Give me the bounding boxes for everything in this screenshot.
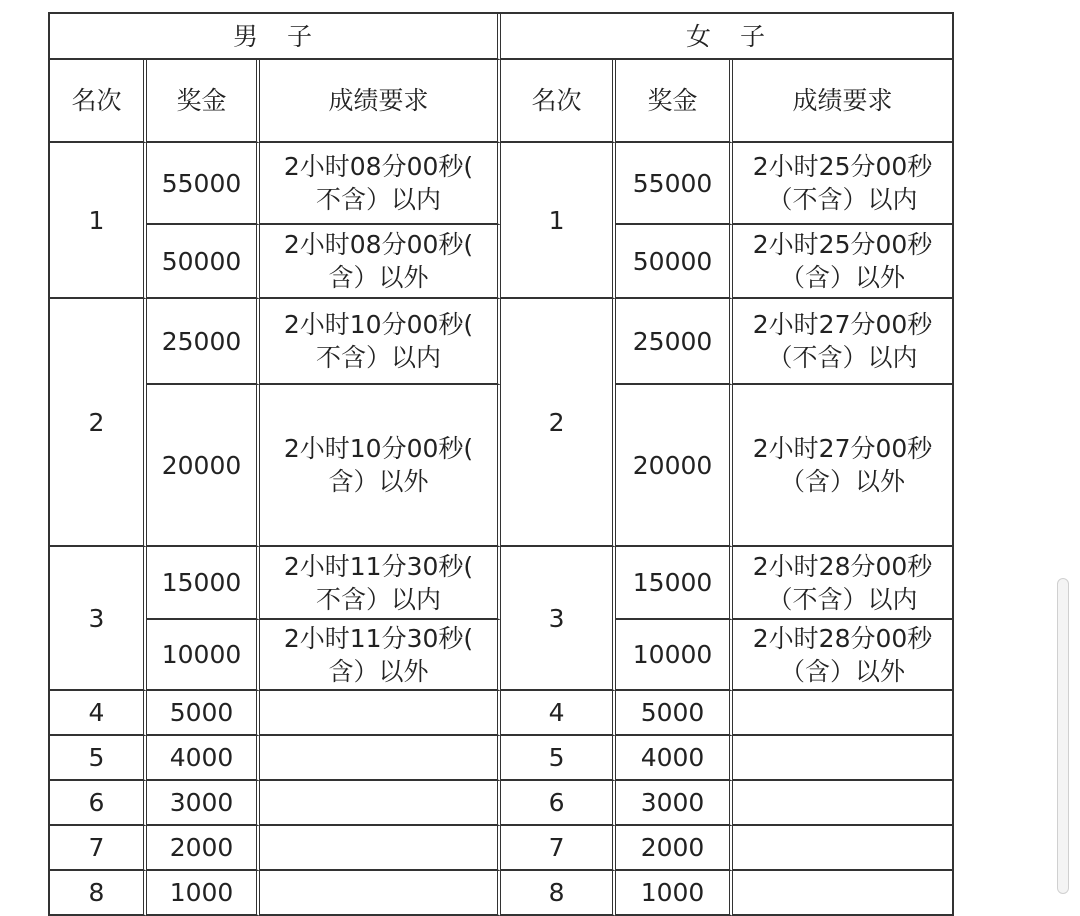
men-requirement-header: 成绩要求 xyxy=(260,60,501,143)
women-rank-cell: 1 xyxy=(501,143,616,299)
women-prize-cell: 1000 xyxy=(616,871,733,916)
women-requirement-cell: 2小时27分00秒 （不含）以内 xyxy=(733,299,954,385)
men-requirement-cell-empty xyxy=(260,736,501,781)
women-header: 女 子 xyxy=(501,14,954,60)
women-prize-cell: 10000 xyxy=(616,620,733,691)
women-requirement-cell-empty xyxy=(733,826,954,871)
prize-money-table xyxy=(48,12,954,916)
men-prize-cell: 1000 xyxy=(147,871,260,916)
women-requirement-cell: 2小时27分00秒 （含）以外 xyxy=(733,385,954,547)
women-prize-cell: 50000 xyxy=(616,225,733,299)
men-requirement-cell-empty xyxy=(260,871,501,916)
women-requirement-cell-empty xyxy=(733,781,954,826)
women-prize-cell: 20000 xyxy=(616,385,733,547)
men-rank-cell: 1 xyxy=(50,143,147,299)
men-rank-cell: 7 xyxy=(50,826,147,871)
women-requirement-cell: 2小时25分00秒 （不含）以内 xyxy=(733,143,954,225)
men-rank-cell: 2 xyxy=(50,299,147,547)
men-prize-cell: 25000 xyxy=(147,299,260,385)
women-requirement-cell-empty xyxy=(733,691,954,736)
men-requirement-cell-empty xyxy=(260,781,501,826)
men-prize-cell: 10000 xyxy=(147,620,260,691)
men-requirement-cell-empty xyxy=(260,691,501,736)
men-rank-cell: 4 xyxy=(50,691,147,736)
women-rank-cell: 8 xyxy=(501,871,616,916)
women-prize-cell: 25000 xyxy=(616,299,733,385)
men-rank-cell: 8 xyxy=(50,871,147,916)
men-prize-cell: 2000 xyxy=(147,826,260,871)
men-prize-header: 奖金 xyxy=(147,60,260,143)
men-rank-cell: 5 xyxy=(50,736,147,781)
men-prize-cell: 55000 xyxy=(147,143,260,225)
women-rank-cell: 3 xyxy=(501,547,616,691)
women-rank-header: 名次 xyxy=(501,60,616,143)
women-prize-header: 奖金 xyxy=(616,60,733,143)
men-prize-cell: 5000 xyxy=(147,691,260,736)
vertical-scrollbar[interactable] xyxy=(1057,578,1069,894)
women-prize-cell: 3000 xyxy=(616,781,733,826)
men-requirement-cell: 2小时08分00秒( 含）以外 xyxy=(260,225,501,299)
men-prize-cell: 50000 xyxy=(147,225,260,299)
women-requirement-cell: 2小时25分00秒 （含）以外 xyxy=(733,225,954,299)
women-rank-cell: 5 xyxy=(501,736,616,781)
women-rank-cell: 4 xyxy=(501,691,616,736)
men-requirement-cell: 2小时11分30秒( 含）以外 xyxy=(260,620,501,691)
men-rank-header: 名次 xyxy=(50,60,147,143)
women-rank-cell: 7 xyxy=(501,826,616,871)
men-rank-cell: 6 xyxy=(50,781,147,826)
men-rank-cell: 3 xyxy=(50,547,147,691)
women-rank-cell: 6 xyxy=(501,781,616,826)
women-prize-cell: 15000 xyxy=(616,547,733,620)
men-prize-cell: 3000 xyxy=(147,781,260,826)
men-requirement-cell: 2小时10分00秒( 不含）以内 xyxy=(260,299,501,385)
men-prize-cell: 15000 xyxy=(147,547,260,620)
women-requirement-cell-empty xyxy=(733,736,954,781)
men-requirement-cell: 2小时08分00秒( 不含）以内 xyxy=(260,143,501,225)
men-requirement-cell: 2小时11分30秒( 不含）以内 xyxy=(260,547,501,620)
men-header: 男 子 xyxy=(50,14,501,60)
men-prize-cell: 4000 xyxy=(147,736,260,781)
women-rank-cell: 2 xyxy=(501,299,616,547)
women-prize-cell: 5000 xyxy=(616,691,733,736)
women-requirement-cell: 2小时28分00秒 （不含）以内 xyxy=(733,547,954,620)
men-requirement-cell-empty xyxy=(260,826,501,871)
women-prize-cell: 2000 xyxy=(616,826,733,871)
women-requirement-cell-empty xyxy=(733,871,954,916)
women-prize-cell: 4000 xyxy=(616,736,733,781)
women-prize-cell: 55000 xyxy=(616,143,733,225)
men-requirement-cell: 2小时10分00秒( 含）以外 xyxy=(260,385,501,547)
men-prize-cell: 20000 xyxy=(147,385,260,547)
women-requirement-header: 成绩要求 xyxy=(733,60,954,143)
women-requirement-cell: 2小时28分00秒 （含）以外 xyxy=(733,620,954,691)
